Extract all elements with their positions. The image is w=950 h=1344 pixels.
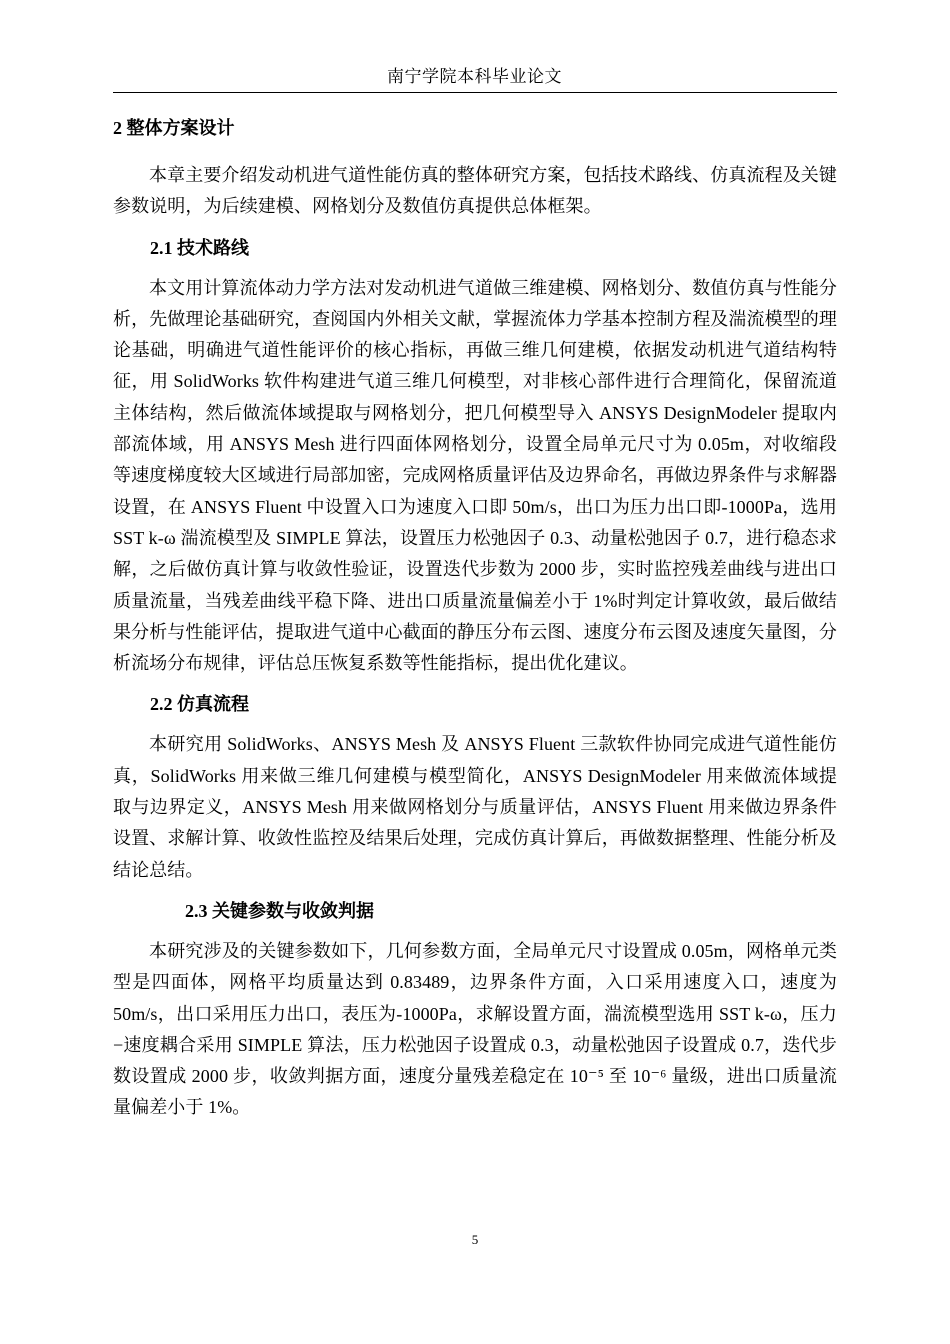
header-divider	[113, 92, 837, 93]
section-body-technical-route: 本文用计算流体动力学方法对发动机进气道做三维建模、网格划分、数值仿真与性能分析，先做理论基础研究，查阅国内外相关文献，掌握流体力学基本控制方程及湍流模型的理论基础，明确进气道性能评价的核心指标，再做三维几何建模，依据发动机进气道结构特征，用 SolidWorks 软件构建进气道三维几何模型，对非核心部件进行合理简化，保留流道主体结构，然后做流体域提取与网格划分，把几何模型导入 ANSYS DesignModeler 提取内部流体域，用 ANSYS Mesh 进行四面体网格划分，设置全局单元尺寸为 0.05m，对收缩段等速度梯度较大区域进行局部加密，完成网格质量评估及边界命名，再做边界条件与求解器设置，在 ANSYS Fluent 中设置入口为速度入口即 50m/s，出口为压力出口即-1000Pa，选用 SST k-ω 湍流模型及 SIMPLE 算法，设置压力松弛因子 0.3、动量松弛因子 0.7，进行稳态求解，之后做仿真计算与收敛性验证，设置迭代步数为 2000 步，实时监控残差曲线与进出口质量流量，当残差曲线平稳下降、进出口质量流量偏差小于 1%时判定计算收敛，最后做结果分析与性能评估，提取进气道中心截面的静压分布云图、速度分布云图及速度矢量图，分析流场分布规律，评估总压恢复系数等性能指标，提出优化建议。	[113, 277, 837, 674]
section-title-key-parameters: 2.3 关键参数与收敛判据	[185, 900, 374, 921]
chapter-title: 2 整体方案设计	[113, 118, 235, 138]
section-title-technical-route: 2.1 技术路线	[150, 237, 249, 258]
page-header-title: 南宁学院本科毕业论文	[387, 67, 562, 86]
page-content	[113, 116, 837, 1124]
page-number: 5	[471, 1232, 479, 1247]
chapter-intro-paragraph: 本章主要介绍发动机进气道性能仿真的整体研究方案，包括技术路线、仿真流程及关键参数说明，为后续建模、网格划分及数值仿真提供总体框架。	[113, 165, 837, 217]
section-body-key-parameters: 本研究涉及的关键参数如下，几何参数方面，全局单元尺寸设置成 0.05m，网格单元类型是四面体，网格平均质量达到 0.83489，边界条件方面，入口采用速度入口，速度为 50m/s，出口采用压力出口，表压为-1000Pa，求解设置方面，湍流模型选用 SST k-ω，压力−速度耦合采用 SIMPLE 算法，压力松弛因子设置成 0.3，动量松弛因子设置成 0.7，迭代步数设置成 2000 步，收敛判据方面，速度分量残差稳定在 10⁻⁵ 至 10⁻⁶ 量级，进出口质量流量偏差小于 1%。	[113, 940, 837, 1118]
section-body-simulation-flow: 本研究用 SolidWorks、ANSYS Mesh 及 ANSYS Fluent 三款软件协同完成进气道性能仿真，SolidWorks 用来做三维几何建模与模型简化，ANSYS DesignModeler 用来做流体域提取与边界定义，ANSYS Mesh 用来做网格划分与质量评估，ANSYS Fluent 用来做边界条件设置、求解计算、收敛性监控及结果后处理，完成仿真计算后，再做数据整理、性能分析及结论总结。	[113, 734, 837, 880]
section-title-simulation-flow: 2.2 仿真流程	[150, 694, 249, 715]
